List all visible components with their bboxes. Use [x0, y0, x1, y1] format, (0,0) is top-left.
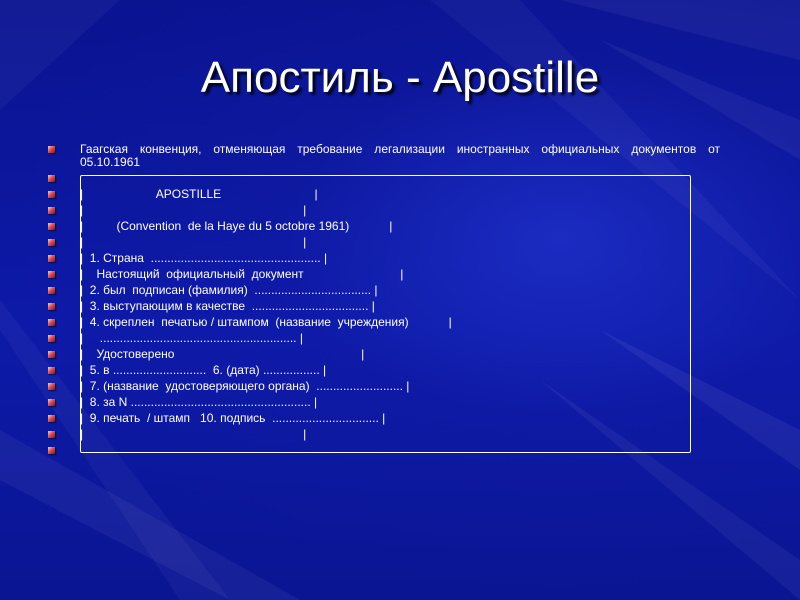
bullet-icon	[48, 303, 55, 310]
bullet-icon	[48, 223, 55, 230]
bullet-icon	[48, 239, 55, 246]
form-line: | 2. был подписан (фамилия) ................................... |	[80, 283, 378, 297]
form-line: | 8. за N ...................................................... |	[80, 395, 318, 409]
form-line: | 4. скреплен печатью / штампом (название учреждения) |	[80, 315, 452, 329]
form-line: | 3. выступающим в качестве ................................... |	[80, 299, 375, 313]
bullet-icon	[48, 415, 55, 422]
bullet-icon	[48, 191, 55, 198]
bullet-icon	[48, 351, 55, 358]
form-line: | |	[80, 427, 307, 441]
intro-text: Гаагская конвенция, отменяющая требование легализации иностранных официальных документов от 05.10.1961	[80, 142, 720, 169]
bullet-icon	[48, 383, 55, 390]
form-line: | 1. Страна ................................................... |	[80, 251, 328, 265]
bullet-icon	[48, 255, 55, 262]
slide-title: Апостиль - Apostille	[200, 53, 600, 102]
bullet-icon	[48, 335, 55, 342]
form-line: | (Convention de la Haye du 5 octobre 1961) |	[80, 219, 393, 233]
bullet-icon	[48, 287, 55, 294]
form-line: | Удостоверено |	[80, 347, 365, 361]
form-line: | Настоящий официальный документ |	[80, 267, 404, 281]
bullet-icon	[48, 175, 55, 182]
form-line: | |	[80, 235, 307, 249]
form-line: | |	[80, 203, 307, 217]
bullet-icon	[48, 146, 55, 153]
bullet-icon	[48, 367, 55, 374]
bullet-icon	[48, 271, 55, 278]
bullet-icon	[48, 431, 55, 438]
bullet-icon	[48, 399, 55, 406]
bullet-icon	[48, 207, 55, 214]
form-line: | 7. (название удостоверяющего органа) .......................... |	[80, 379, 410, 393]
form-line: | 5. в ............................ 6. (дата) ................. |	[80, 363, 327, 377]
form-line: | ........................................................... |	[80, 331, 303, 345]
form-line: | APOSTILLE |	[80, 187, 318, 201]
form-line: | 9. печать / штамп 10. подпись ................................ |	[80, 411, 386, 425]
bullet-icon	[48, 447, 55, 454]
bullet-icon	[48, 319, 55, 326]
